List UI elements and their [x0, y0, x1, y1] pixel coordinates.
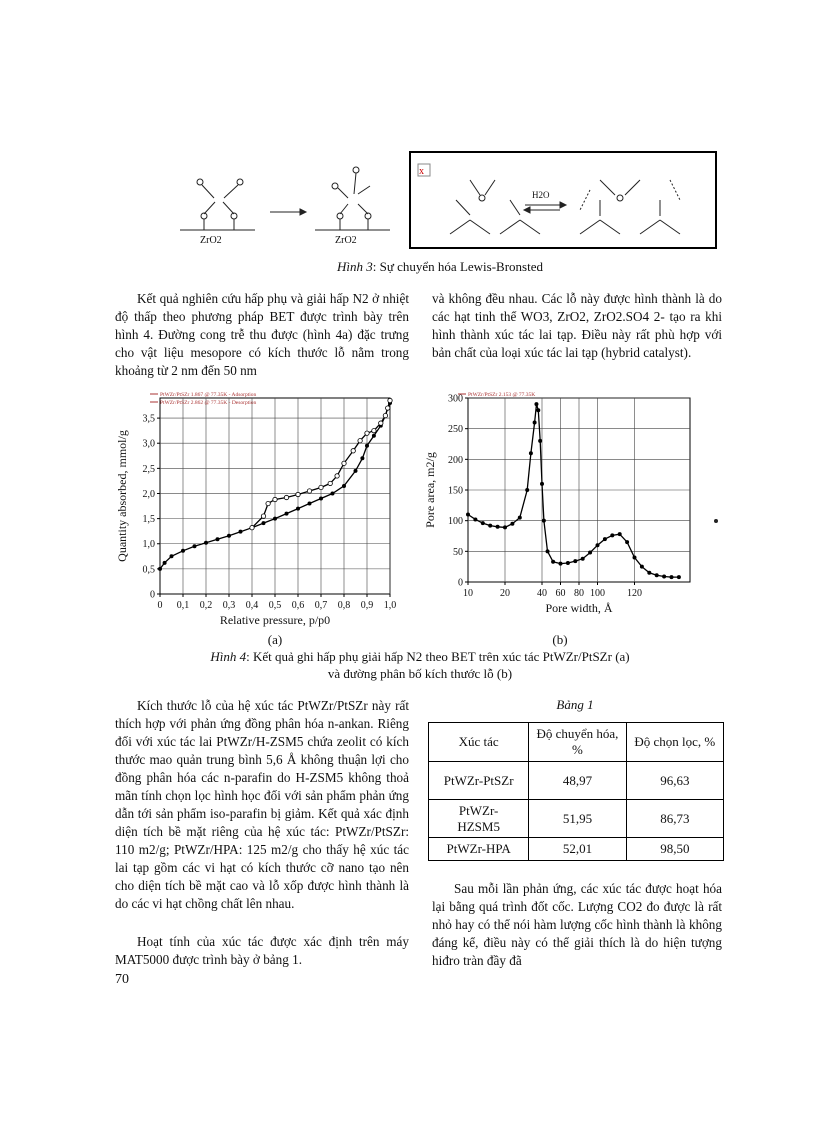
x-tick-label: 1,0 [383, 600, 397, 611]
data-point [358, 439, 362, 443]
data-point [596, 544, 599, 547]
data-point [552, 560, 555, 563]
figure-4-caption-line1: : Kết quả ghi hấp phụ giải hấp N2 theo BET trên xúc tác PtWZr/PtSZr (a) [246, 649, 630, 664]
figure-3-caption-text: : Sự chuyển hóa Lewis-Bronsted [372, 259, 543, 274]
y-tick-label: 100 [448, 516, 463, 528]
data-point [181, 549, 184, 552]
x-tick-label: 40 [537, 588, 547, 599]
table-1 [428, 722, 724, 861]
data-point [296, 492, 300, 496]
data-point [308, 502, 311, 505]
y-tick-label: 0 [458, 577, 463, 589]
data-point [526, 488, 529, 491]
panel-b-label: (b) [552, 632, 568, 647]
h2o-label: H2O [532, 190, 550, 200]
data-point [677, 575, 680, 578]
data-point [581, 557, 584, 560]
paragraph-regeneration: Sau mỗi lần phản ứng, các xúc tác được hoạt hóa lại bằng quá trình đốt cốc. Lượng CO2 đo được là rất nhỏ hay có thể nói hàm lượng cốc hình thành là không đáng kể, điều này có thể giải thích là do hiện tượng hiđro tràn đầy đã [432, 881, 722, 968]
y-tick-label: 2,5 [142, 463, 155, 475]
pore-distribution-svg [420, 384, 710, 629]
x-tick-label: 0,6 [291, 600, 305, 611]
data-point [542, 519, 545, 522]
data-point [618, 533, 621, 536]
broken-image-mark: x [419, 166, 424, 177]
table-row [429, 838, 724, 861]
y-tick-label: 1,5 [142, 514, 155, 526]
y-tick-label: 2,0 [142, 488, 155, 500]
data-point [163, 561, 166, 564]
y-tick-label: 0,5 [142, 564, 155, 576]
data-point [474, 518, 477, 521]
data-point [296, 507, 299, 510]
data-point [383, 413, 387, 417]
data-point [351, 449, 355, 453]
data-point [285, 512, 288, 515]
figure-3 [160, 150, 720, 260]
data-point [158, 567, 161, 570]
lewis-bronsted-scheme [160, 150, 720, 260]
y-tick-label: 250 [448, 424, 463, 436]
figure-4-caption-line2: và đường phân bố kích thước lỗ (b) [327, 666, 513, 681]
page-number: 70 [115, 972, 129, 987]
data-point [539, 439, 542, 442]
table-cell: 52,01 [529, 838, 626, 861]
y-tick-label: 1,0 [142, 539, 155, 551]
data-point [535, 403, 538, 406]
data-point [372, 434, 375, 437]
data-point [489, 524, 492, 527]
y-tick-label: 50 [453, 546, 463, 558]
data-point [193, 545, 196, 548]
legend-entry: PtWZr/PtSZr 2.153 @ 77.35K [468, 392, 536, 398]
data-point [640, 565, 643, 568]
paragraph-pore-size: Kích thước lỗ của hệ xúc tác PtWZr/PtSZr này rất thích hợp với phản ứng đồng phân hóa n-ankan. Riêng đối với xúc tác lai PtWZr/H-ZSM5 chứa zeolit có kích thước mao quản trung bình 5,6 Å không thuận lợi cho đồng phân hóa các n-parafin do H-ZSM5 không thoả mãn tính chọn lọc hình học đối với sản phẩm phản ứng dẫn tới sản phẩm iso-parafin bị giảm. Kết quả xác định diện tích bề mặt riêng của hệ xúc tác: PtWZr/PtSZr: 110 m2/g; PtWZr/HPA: 125 m2/g cho thấy hệ xúc tác lai tạp gồm các vi hạt có kích thước cỡ nano tạo nên cho diện tích bề mặt cao và lỗ xốp được hình thành là do các vi hạt chồng chất lên nhau. [115, 698, 409, 911]
data-point [670, 575, 673, 578]
table-cell: 86,73 [626, 800, 723, 838]
data-point [262, 522, 265, 525]
chart-isotherm [112, 384, 412, 629]
data-point [170, 555, 173, 558]
y-tick-label: 150 [448, 485, 463, 497]
table-row [429, 762, 724, 800]
x-axis-label: Relative pressure, p/p0 [219, 613, 331, 627]
paragraph-bet-intro: Kết quả nghiên cứu hấp phụ và giải hấp N2 ở nhiệt độ thấp theo phương pháp BET được trình bày trên hình 4. Đường cong trễ thu được (hình 4a) đặc trưng cho vật liệu mesopore có kích thước lỗ nằm trong khoảng từ 2 nm đến 50 nm [115, 291, 409, 378]
x-tick-label: 0,5 [268, 600, 282, 611]
data-point [518, 516, 521, 519]
x-tick-label: 0,2 [199, 600, 213, 611]
zro2-label-middle: ZrO2 [335, 235, 357, 246]
x-axis-label: Pore width, Å [545, 601, 613, 615]
data-point [633, 556, 636, 559]
data-point [250, 525, 254, 529]
y-axis-label: Pore area, m2/g [423, 452, 437, 528]
x-tick-label: 100 [590, 588, 605, 599]
table-header-row [429, 723, 724, 762]
data-point [361, 457, 364, 460]
y-tick-label: 300 [448, 393, 463, 405]
data-point [511, 522, 514, 525]
data-point [365, 431, 369, 435]
x-tick-label: 0,4 [245, 600, 259, 611]
data-point [574, 560, 577, 563]
legend-entry: PtWZr/PtSZr 2.862 @ 77.35K - Desorption [160, 400, 257, 406]
data-point [566, 561, 569, 564]
table-1-title: Bảng 1 [556, 697, 594, 712]
data-point [663, 575, 666, 578]
data-point [365, 444, 368, 447]
table-header-cell: Độ chuyển hóa, % [529, 723, 626, 762]
data-point [496, 525, 499, 528]
data-point [388, 398, 392, 402]
figure-3-caption [160, 259, 720, 275]
data-point [611, 534, 614, 537]
data-point [354, 469, 357, 472]
data-point [239, 530, 242, 533]
table-cell: 51,95 [529, 800, 626, 838]
stray-dot [714, 519, 718, 523]
data-point [626, 541, 629, 544]
x-tick-label: 0,1 [176, 600, 190, 611]
y-tick-label: 200 [448, 454, 463, 466]
figure-3-caption-label: Hình 3 [337, 259, 373, 274]
x-tick-label: 10 [463, 588, 473, 599]
zro2-label-left: ZrO2 [200, 235, 222, 246]
data-point [342, 484, 345, 487]
data-point [503, 526, 506, 529]
data-point [342, 461, 346, 465]
table-row [429, 800, 724, 838]
chart-pore-distribution [420, 384, 710, 629]
x-tick-label: 0 [157, 600, 163, 611]
x-tick-label: 80 [574, 588, 584, 599]
figure-4-caption [150, 648, 690, 682]
paragraph-pore-formation: và không đều nhau. Các lỗ này được hình thành là do các hạt tinh thể WO3, ZrO2, ZrO2.SO4 2- tạo ra khi hình thành xúc tác lai tạp. Điều này rất phù hợp với bản chất của loại xúc tác lai tạp (hybrid catalyst). [432, 291, 722, 360]
data-point [559, 562, 562, 565]
data-point [466, 513, 469, 516]
y-tick-label: 3,0 [142, 438, 155, 450]
data-point [335, 474, 339, 478]
data-point [537, 409, 540, 412]
x-tick-label: 0,7 [314, 600, 328, 611]
data-point [589, 551, 592, 554]
legend-entry: PtWZr/PtSZr 1.867 @ 77.35K - Adsorption [160, 392, 257, 398]
data-point [307, 489, 311, 493]
table-cell: 96,63 [626, 762, 723, 800]
table-cell: 48,97 [529, 762, 626, 800]
data-point [216, 538, 219, 541]
data-point [372, 428, 376, 432]
data-point [273, 517, 276, 520]
x-tick-label: 20 [500, 588, 510, 599]
x-tick-label: 0,3 [222, 600, 236, 611]
data-point [331, 492, 334, 495]
y-axis-label: Quantity absorbed, mmol/g [115, 430, 129, 562]
data-point [319, 497, 322, 500]
data-point [481, 522, 484, 525]
y-tick-label: 3,5 [142, 413, 155, 425]
table-header-cell: Xúc tác [429, 723, 529, 762]
data-point [379, 421, 383, 425]
data-point [273, 497, 277, 501]
paragraph-activity: Hoạt tính của xúc tác được xác định trên máy MAT5000 được trình bày ở bảng 1. [115, 934, 409, 967]
data-point [284, 495, 288, 499]
x-tick-label: 0,8 [337, 600, 351, 611]
y-tick-label: 0 [150, 589, 155, 601]
panel-a-label: (a) [267, 632, 283, 647]
data-point [603, 537, 606, 540]
x-tick-label: 120 [627, 588, 642, 599]
data-point [655, 574, 658, 577]
data-point [648, 571, 651, 574]
table-cell: 98,50 [626, 838, 723, 861]
data-point [266, 501, 270, 505]
x-tick-label: 60 [555, 588, 566, 599]
table-header-cell: Độ chọn lọc, % [626, 723, 723, 762]
data-point [319, 485, 323, 489]
data-point [546, 550, 549, 553]
data-point [227, 534, 230, 537]
data-point [328, 481, 332, 485]
data-point [533, 421, 536, 424]
table-cell: PtWZr-HPA [429, 838, 529, 861]
table-cell: PtWZr-HZSM5 [429, 800, 529, 838]
figure-4-caption-label: Hình 4 [210, 649, 247, 664]
data-point [540, 482, 543, 485]
table-cell: PtWZr-PtSZr [429, 762, 529, 800]
x-tick-label: 0,9 [360, 600, 374, 611]
data-point [204, 541, 207, 544]
data-point [261, 514, 265, 518]
data-point [386, 406, 390, 410]
isotherm-svg [112, 384, 412, 629]
data-point [529, 452, 532, 455]
